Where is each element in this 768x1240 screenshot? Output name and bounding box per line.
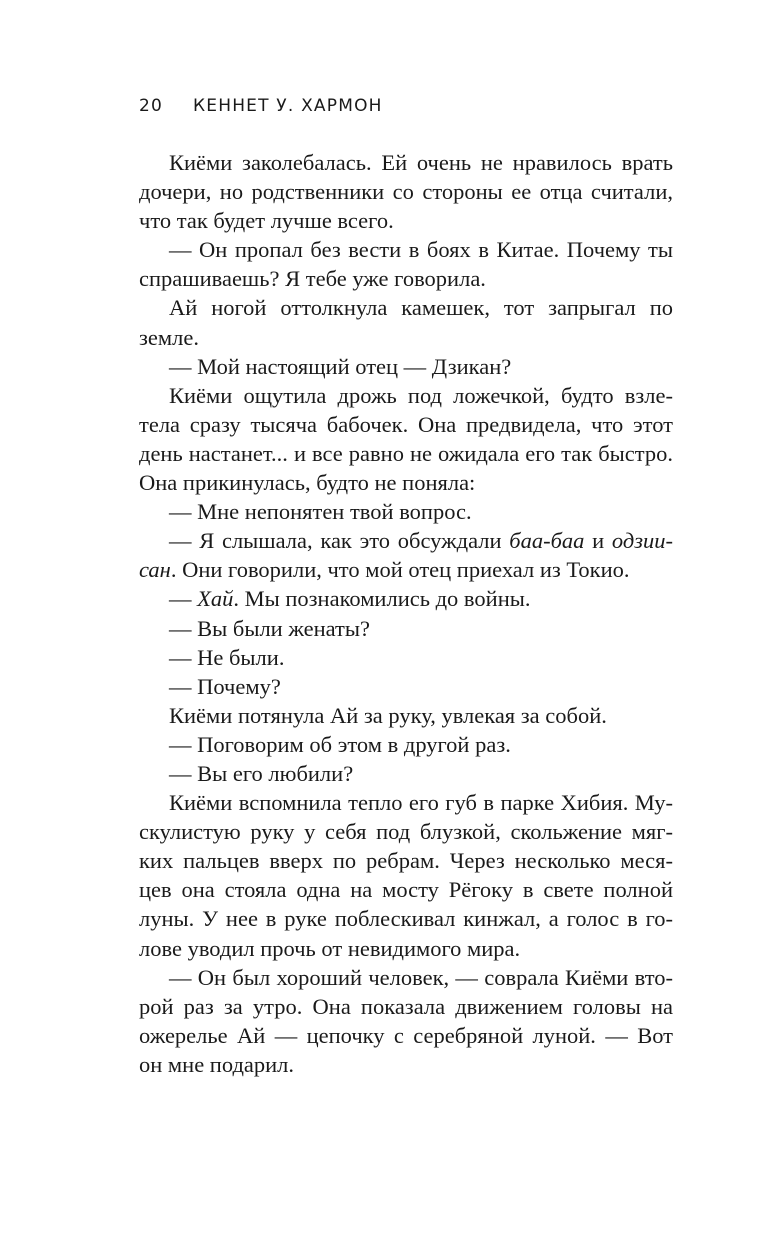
text-line: рой раз за утро. Она показала движением головы на xyxy=(139,993,673,1019)
text-line: цев она стояла одна на мосту Рёгоку в свете полной xyxy=(139,877,673,903)
text-line: — Мне непонятен твой вопрос. xyxy=(169,499,472,525)
text-segment: и xyxy=(584,528,612,554)
text-line: земле. xyxy=(139,324,199,350)
text-line xyxy=(139,526,673,555)
italic-term: Хай xyxy=(197,586,234,612)
text-segment: . Мы познакомились до войны. xyxy=(233,586,531,612)
text-line: луны. У нее в руке поблескивал кинжал, а голос в го- xyxy=(139,906,673,932)
body-text xyxy=(139,148,673,1079)
italic-term: сан xyxy=(139,557,171,583)
text-line: — Почему? xyxy=(169,673,281,699)
text-line: Киёми заколебалась. Ей очень не нравилось врать xyxy=(169,150,673,175)
text-line: — Он пропал без вести в боях в Китае. Почему ты xyxy=(169,237,673,263)
text-segment: — Я слышала, как это обсуждали xyxy=(169,528,510,554)
text-line: дочери, но родственники со стороны ее отца считали, xyxy=(139,179,673,205)
text-line: Она прикинулась, будто не поняла: xyxy=(139,470,476,496)
text-line: ких пальцев вверх по ребрам. Через несколько меся- xyxy=(139,848,673,874)
text-line: Киёми вспомнила тепло его губ в парке Хибия. Му- xyxy=(169,790,673,816)
text-line: Киёми потянула Ай за руку, увлекая за собой. xyxy=(169,702,607,728)
text-segment: — xyxy=(169,586,198,612)
italic-term: баа-баа xyxy=(509,528,585,554)
running-title: КЕННЕТ У. ХАРМОН xyxy=(193,96,383,116)
text-line: — Вы его любили? xyxy=(169,760,354,786)
text-line xyxy=(139,555,673,584)
text-line: скулистую руку у себя под блузкой, скольжение мяг- xyxy=(139,819,673,845)
text-line: спрашиваешь? Я тебе уже говорила. xyxy=(139,266,486,292)
italic-term: одзии- xyxy=(611,528,673,554)
text-line: — Мой настоящий отец — Дзикан? xyxy=(169,353,512,379)
page-number: 20 xyxy=(139,96,164,116)
text-line xyxy=(139,584,673,613)
text-line: — Поговорим об этом в другой раз. xyxy=(169,731,511,757)
text-line: день настанет... и все равно не ожидала его так быстро. xyxy=(139,440,673,466)
text-line: Киёми ощутила дрожь под ложечкой, будто взле- xyxy=(169,382,673,408)
running-header xyxy=(139,96,383,116)
text-line: Ай ногой оттолкнула камешек, тот запрыгал по xyxy=(169,295,673,321)
text-line: ожерелье Ай — цепочку с серебряной луной. — Вот xyxy=(139,1022,673,1048)
text-line: — Он был хороший человек, — соврала Киёми вто- xyxy=(169,964,673,990)
text-line: лове уводил прочь от невидимого мира. xyxy=(139,935,521,961)
text-line: он мне подарил. xyxy=(139,1051,295,1077)
text-line: — Вы были женаты? xyxy=(169,615,370,641)
text-segment: . Они говорили, что мой отец приехал из Токио. xyxy=(170,557,630,583)
text-line: тела сразу тысяча бабочек. Она предвидела, что этот xyxy=(139,411,673,437)
text-line: — Не были. xyxy=(169,644,285,670)
text-line: что так будет лучше всего. xyxy=(139,208,394,234)
